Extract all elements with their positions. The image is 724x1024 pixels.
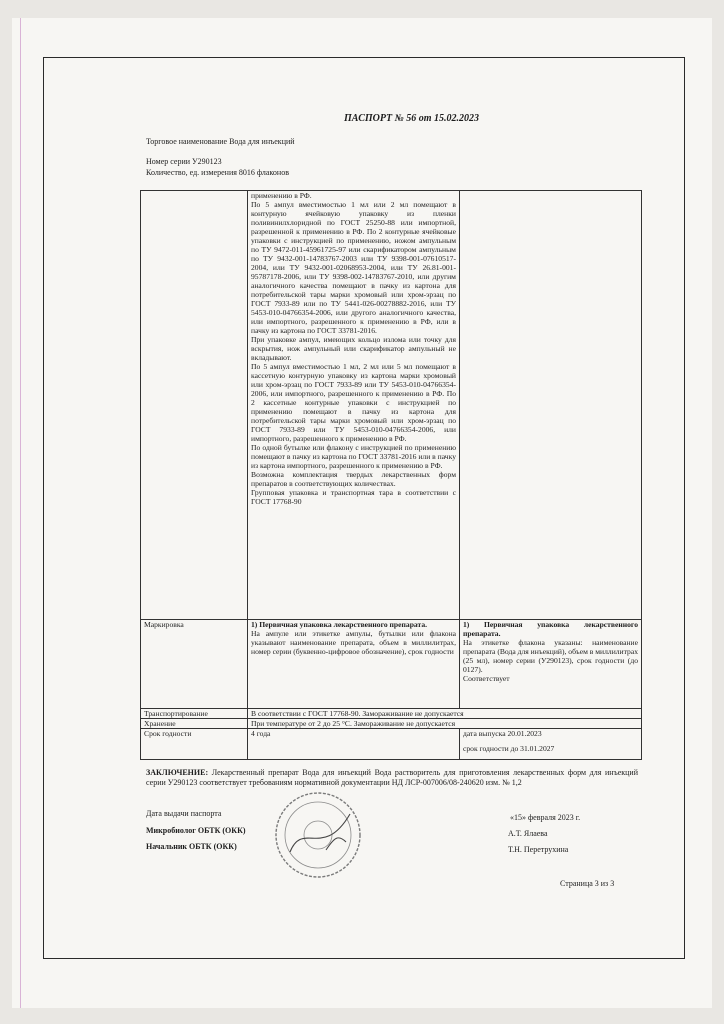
packaging-paragraph: По одной бутылке или флакону с инструкцией по применению помещают в пачку из картона по ГОСТ 33781-2016 или в пачку из картона импортного, разрешенного к применению в РФ. — [251, 443, 456, 470]
marking-status: Соответствует — [463, 674, 510, 683]
page-number: Страница 3 из 3 — [560, 879, 615, 888]
head-role: Начальник ОБТК (ОКК) — [146, 842, 237, 851]
issue-date: «15» февраля 2023 г. — [510, 813, 581, 822]
conclusion-heading: ЗАКЛЮЧЕНИЕ: — [146, 768, 209, 777]
quantity: Количество, ед. измерения 8016 флаконов — [146, 168, 289, 177]
head-name: Т.Н. Перетрухина — [508, 845, 569, 854]
marking-requirement-cell — [248, 620, 460, 709]
issue-date-label: Дата выдачи паспорта — [146, 809, 222, 818]
passport-title: ПАСПОРТ № 56 от 15.02.2023 — [344, 113, 480, 124]
release-date: дата выпуска 20.01.2023 — [463, 729, 542, 738]
shelf-life-value: 4 года — [248, 729, 460, 760]
table-row-storage — [141, 719, 642, 729]
packaging-paragraph: применению в РФ. — [251, 191, 312, 200]
packaging-paragraph: При упаковке ампул, имеющих кольцо излома или точку для вскрытия, нож ампульный или скарификатор ампульный не вкладывают. — [251, 335, 456, 362]
packaging-paragraph: По 5 ампул вместимостью 1 мл или 2 мл помещают в контурную ячейковую упаковку из пленки поливинилхлоридной по ГОСТ 25250-88 или импортной, разрешенной к применению в РФ. По 2 контурные ячейковые упаковки с инструкцией по применению, ножом ампульным по ТУ 9472-011-45961725-97 или скарификатором ампульным по ТУ 9432-001-14783767-2003 или ТУ 9398-001-07610517-2004, или ТУ 9432-001-02068953-2004, или ТУ 26.81-001-95787178-2006, или ТУ 9398-002-14783767-2010, или другим аналогичного качества помещают в пачку из картона для потребительской тары марки хромовый или хром-эрзац по ГОСТ 7933-89 или по ТУ 5441-026-00278882-2016, или ТУ 5453-010-04766354-2006, или другого аналогичного качества, или импортного, разрешенного к применению в РФ, или в пачку из картона по ГОСТ 33781-2016. — [251, 200, 456, 335]
packaging-paragraph: Групповая упаковка и транспортная тара в соответствии с ГОСТ 17768-90 — [251, 488, 456, 506]
transport-label: Транспортирование — [141, 709, 248, 719]
trade-name: Торговое наименование Вода для инъекций — [146, 137, 295, 146]
microbiologist-name: А.Т. Ялаева — [508, 829, 548, 838]
table-row-shelf-life — [141, 729, 642, 760]
packaging-paragraph: По 5 ампул вместимостью 1 мл, 2 мл или 5 мл помещают в кассетную контурную упаковку из картона марки хромовый или хром-эрзац по ГОСТ 7933-89 или ТУ 5453-010-04766354-2006, или импортного, разрешенного к применению в РФ. По 2 кассетные контурные упаковки с инструкцией по применению помещают в пачку из картона для потребительской тары марки хромовый или хром-эрзац по ГОСТ 7933-89 или ТУ 5453-010-04766354-2006, или импортного, разрешенного к применению в РФ. — [251, 362, 456, 443]
marking-res-text: На этикетке флакона указаны: наименование препарата (Вода для инъекций), объем в миллилитрах (25 мл), номер серии (У290123), срок годности (до 0127). — [463, 638, 638, 674]
shelf-life-dates — [460, 729, 642, 760]
shelf-life-label: Срок годности — [141, 729, 248, 760]
packaging-text — [251, 191, 456, 619]
packaging-requirement-cell — [248, 191, 460, 620]
conclusion-text: Лекарственный препарат Вода для инъекций Вода растворитель для приготовления лекарственных форм для инъекций серии У290123 соответствует требованиям нормативной документации НД ЛСР-007006/08-240620 изм. № 1,2 — [146, 768, 638, 787]
table-row-transport — [141, 709, 642, 719]
marking-result-cell — [460, 620, 642, 709]
conclusion — [146, 768, 638, 788]
packaging-label-cell — [141, 191, 248, 620]
marking-req-text: На ампуле или этикетке ампулы, бутылки или флакона указывают наименование препарата, объем в миллилитрах, номер серии (буквенно-цифровое обозначение), срок годности — [251, 629, 456, 656]
microbiologist-role: Микробиолог ОБТК (ОКК) — [146, 826, 246, 835]
marking-req-title: 1) Первичная упаковка лекарственного препарата. — [251, 620, 428, 629]
table-row-marking — [141, 620, 642, 709]
storage-text: При температуре от 2 до 25 °С. Замораживание не допускается — [248, 719, 642, 729]
margin-line — [20, 18, 21, 1008]
table-row-packaging — [141, 191, 642, 620]
expiry-date: срок годности до 31.01.2027 — [463, 744, 555, 753]
transport-text: В соответствии с ГОСТ 17768-90. Замораживание не допускается — [248, 709, 642, 719]
packaging-paragraph: Возможна комплектация твердых лекарственных форм препаратов в соответствующих количествах. — [251, 470, 456, 488]
stamp-icon — [268, 790, 368, 880]
marking-label: Маркировка — [141, 620, 248, 709]
passport-table — [140, 190, 642, 760]
storage-label: Хранение — [141, 719, 248, 729]
packaging-result-cell — [460, 191, 642, 620]
series-number: Номер серии У290123 — [146, 157, 222, 166]
marking-res-title: 1) Первичная упаковка лекарственного препарата. — [463, 620, 638, 638]
